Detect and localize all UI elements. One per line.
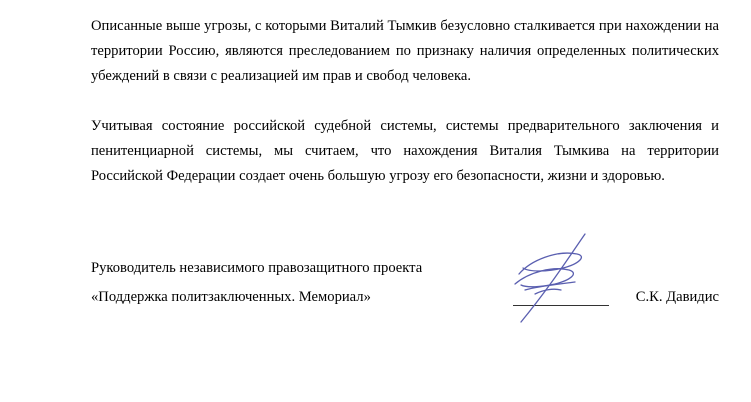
signer-organization: «Поддержка политзаключенных. Мемориал»: [91, 289, 371, 305]
signature-block: [91, 256, 719, 310]
paragraph-conclusion: Учитывая состояние российской судебной системы, системы предварительного заключения и пенитенциарной системы, мы считаем, что нахождения Виталия Тымкива на территории Российской Федерации создает очень большую угрозу его безопасности, жизни и здоровью.: [91, 118, 719, 184]
paragraph-threats: Описанные выше угрозы, с которыми Виталий Тымкив безусловно сталкивается при нахождении на территории Россию, являются преследованием по признаку наличия определенных политических убеждений в связи с реализацией им прав и свобод человека.: [91, 18, 719, 84]
handwritten-signature-icon: [505, 230, 600, 325]
signer-line: [91, 285, 719, 310]
signer-name: С.К. Давидис: [635, 289, 719, 305]
signer-title: Руководитель независимого правозащитного проекта: [91, 260, 423, 276]
document-body: [91, 14, 719, 189]
